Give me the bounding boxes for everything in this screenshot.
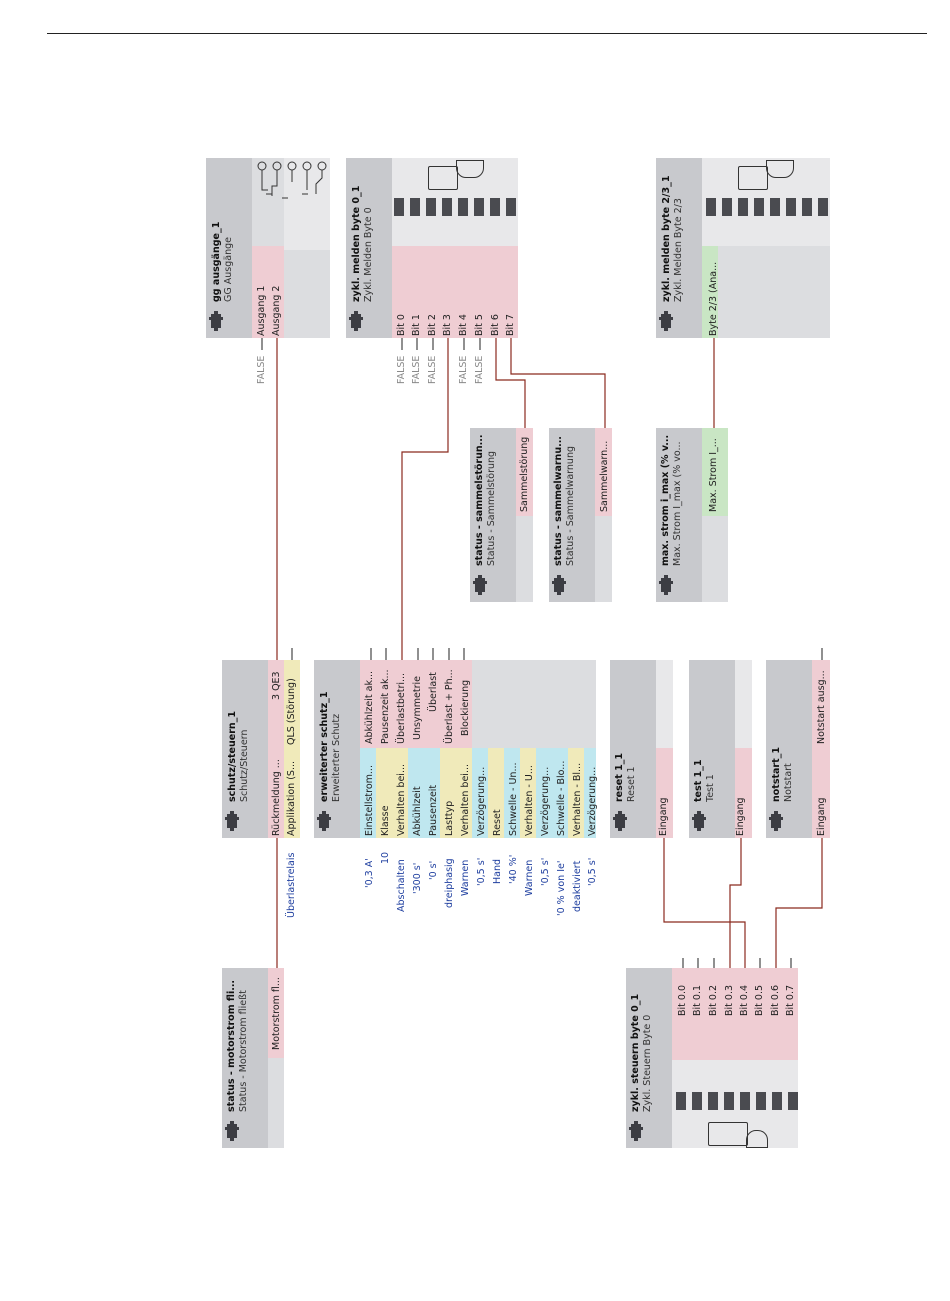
value-verzoegerung-1[interactable]: '0,5 s': [476, 857, 487, 886]
port-notstart-ausgang[interactable]: Notstart ausg...: [816, 670, 827, 744]
port-qls-stoerung[interactable]: QLS (Störung): [286, 678, 297, 745]
module-icon: [613, 810, 627, 832]
param-rueckmeldung[interactable]: Rückmeldung ...: [271, 759, 282, 836]
port-bit-0-0[interactable]: Bit 0.0: [677, 984, 688, 1016]
port-ueberlast-phase[interactable]: Überlast + Ph...: [444, 669, 455, 744]
param-schwelle-blo[interactable]: Schwelle - Blo...: [556, 760, 567, 836]
param-verhalten-bei-1[interactable]: Verhalten bei...: [396, 763, 407, 836]
gg-symbol-icon: [252, 160, 330, 204]
block-subtitle: Status - Sammelwarnung: [565, 445, 576, 566]
value-verzoegerung-2[interactable]: '0,5 s': [540, 857, 551, 886]
block-subtitle: Zykl. Melden Byte 0: [363, 207, 374, 302]
block-title: erweiterter schutz_1: [319, 691, 330, 802]
port-pausenzeit-aktiv[interactable]: Pausenzeit ak...: [380, 669, 391, 744]
wire-notstart-to-bit06[interactable]: [776, 838, 822, 968]
param-abkuehlzeit[interactable]: Abkühlzeit: [412, 786, 423, 836]
value-schwelle-blo[interactable]: '0 % von Ie': [556, 860, 567, 916]
constant-false: FALSE: [256, 355, 267, 384]
block-title: status - sammelwarnu...: [553, 436, 564, 566]
value-verhalten-bl[interactable]: deaktiviert: [572, 860, 583, 912]
value-lasttyp[interactable]: dreiphasig: [444, 858, 455, 908]
module-icon: [349, 310, 363, 332]
module-icon: [659, 574, 673, 596]
block-subtitle: Schutz/Steuern: [239, 729, 250, 802]
constant-false: FALSE: [411, 355, 422, 384]
block-subtitle: GG Ausgänge: [223, 237, 234, 302]
block-subtitle: Status - Motorstrom fließt: [238, 990, 249, 1112]
block-title: zykl. steuern byte 0_1: [630, 993, 641, 1112]
constant-false: FALSE: [474, 355, 485, 384]
block-erweiterter-schutz[interactable]: [314, 660, 596, 838]
block-title: max. strom i_max (% v...: [660, 434, 671, 566]
param-verzoegerung-1[interactable]: Verzögerung...: [476, 766, 487, 836]
param-verhalten-bei-2[interactable]: Verhalten bei...: [460, 763, 471, 836]
port-ueberlast[interactable]: Überlast: [428, 672, 439, 712]
device-symbol-detail: [766, 160, 794, 178]
port-bit-2[interactable]: Bit 2: [427, 314, 438, 336]
port-max-strom[interactable]: Max. Strom I_...: [708, 438, 719, 512]
port-byte-2-3[interactable]: Byte 2/3 (Ana...: [708, 261, 719, 336]
module-icon: [552, 574, 566, 596]
block-subtitle: Status - Sammelstörung: [486, 450, 497, 566]
block-subtitle: Max. Strom I_max (% vo...: [672, 441, 683, 566]
port-bit-0-4[interactable]: Bit 0.4: [739, 984, 750, 1016]
port-ausgang-1[interactable]: Ausgang 1: [256, 285, 267, 336]
param-value-ueberlastrelais[interactable]: Überlastrelais: [286, 852, 297, 918]
value-verhalten-1[interactable]: Abschalten: [396, 859, 407, 912]
port-3-qe3[interactable]: 3 QE3: [271, 671, 282, 700]
param-schwelle-un[interactable]: Schwelle - Un...: [508, 762, 519, 836]
port-bit-5[interactable]: Bit 5: [474, 314, 485, 336]
device-symbol-detail: [746, 1130, 768, 1148]
module-icon: [317, 810, 331, 832]
block-subtitle: Zykl. Melden Byte 2/3: [673, 198, 684, 302]
constant-false: FALSE: [427, 355, 438, 384]
module-icon: [692, 810, 706, 832]
block-title: test 1_1: [693, 759, 704, 802]
port-eingang[interactable]: Eingang: [816, 797, 827, 836]
param-verhalten-u[interactable]: Verhalten - U...: [524, 765, 535, 836]
value-klasse[interactable]: 10: [380, 851, 391, 864]
device-symbol-detail: [456, 160, 484, 178]
param-einstellstrom[interactable]: Einstellstrom...: [364, 765, 375, 836]
block-title: notstart_1: [771, 746, 782, 802]
port-abkuehlzeit-aktiv[interactable]: Abkühlzeit ak...: [364, 670, 375, 744]
block-subtitle: Erweiterter Schutz: [331, 713, 342, 802]
param-verhalten-bl[interactable]: Verhalten - Bl...: [572, 762, 583, 836]
port-bit-0-2[interactable]: Bit 0.2: [708, 984, 719, 1016]
block-subtitle: Notstart: [783, 763, 794, 802]
wire-reset-to-bit04[interactable]: [664, 838, 745, 968]
value-einstellstrom[interactable]: '0,3 A': [364, 858, 375, 888]
port-bit-3[interactable]: Bit 3: [442, 314, 453, 336]
port-eingang[interactable]: Eingang: [735, 797, 746, 836]
value-verhalten-2[interactable]: Warnen: [460, 859, 471, 896]
param-pausenzeit[interactable]: Pausenzeit: [428, 784, 439, 836]
value-schwelle-un[interactable]: '40 %': [508, 854, 519, 884]
constant-false: FALSE: [396, 355, 407, 384]
block-subtitle: Zykl. Steuern Byte 0: [642, 1014, 653, 1112]
module-icon: [225, 1120, 239, 1142]
port-unsymmetrie[interactable]: Unsymmetrie: [412, 675, 423, 740]
port-ueberlastbetrieb[interactable]: Überlastbetri...: [396, 672, 407, 744]
block-title: status - motorstrom fli...: [226, 979, 237, 1112]
block-title: reset 1_1: [614, 752, 625, 802]
module-icon: [225, 810, 239, 832]
block-title: zykl. melden byte 2/3_1: [661, 175, 672, 302]
value-pausenzeit[interactable]: '0 s': [428, 860, 439, 880]
wire-zm0-bit3-to-es-uberlastbetrieb[interactable]: [402, 338, 448, 660]
value-verhalten-u[interactable]: Warnen: [524, 859, 535, 896]
module-icon: [629, 1120, 643, 1142]
block-subtitle: Test 1: [705, 774, 716, 802]
port-bit-4[interactable]: Bit 4: [458, 314, 469, 336]
value-abkuehlzeit[interactable]: '300 s': [412, 862, 423, 894]
block-title: gg ausgänge_1: [211, 221, 222, 302]
port-bit-0-1[interactable]: Bit 0.1: [692, 984, 703, 1016]
value-reset[interactable]: Hand: [492, 858, 503, 884]
block-title: status - sammelstörun...: [474, 434, 485, 566]
param-klasse[interactable]: Klasse: [380, 805, 391, 836]
port-bit-0-3[interactable]: Bit 0.3: [724, 984, 735, 1016]
port-bit-7[interactable]: Bit 7: [505, 314, 516, 336]
port-blockierung[interactable]: Blockierung: [460, 679, 471, 736]
port-bit-0-5[interactable]: Bit 0.5: [754, 984, 765, 1016]
device-symbol-icon: [428, 166, 458, 190]
param-reset[interactable]: Reset: [492, 809, 503, 836]
block-subtitle: Reset 1: [626, 766, 637, 802]
port-ausgang-2[interactable]: Ausgang 2: [271, 285, 282, 336]
port-bit-0[interactable]: Bit 0: [396, 314, 407, 336]
module-icon: [769, 810, 783, 832]
module-icon: [473, 574, 487, 596]
module-icon: [209, 310, 223, 332]
port-eingang[interactable]: Eingang: [658, 797, 669, 836]
port-sammelstoerung[interactable]: Sammelstörung: [519, 436, 530, 512]
module-icon: [659, 310, 673, 332]
device-symbol-icon: [708, 1122, 748, 1146]
block-title: schutz/steuern_1: [227, 710, 238, 802]
value-verzoegerung-3[interactable]: '0,5 s': [587, 857, 598, 886]
port-bit-0-7[interactable]: Bit 0.7: [785, 984, 796, 1016]
wire-test-to-bit03[interactable]: [730, 838, 741, 968]
constant-false: FALSE: [458, 355, 469, 384]
block-title: zykl. melden byte 0_1: [351, 185, 362, 302]
port-bit-6[interactable]: Bit 6: [490, 314, 501, 336]
param-applikation[interactable]: Applikation (S...: [286, 760, 297, 836]
port-bit-1[interactable]: Bit 1: [411, 314, 422, 336]
param-verzoegerung-2[interactable]: Verzögerung...: [540, 766, 551, 836]
port-motorstrom[interactable]: Motorstrom fl...: [271, 977, 282, 1050]
device-symbol-icon: [738, 166, 768, 190]
param-verzoegerung-3[interactable]: Verzögerung...: [587, 766, 598, 836]
port-sammelwarnung[interactable]: Sammelwarn...: [599, 440, 610, 512]
param-lasttyp[interactable]: Lasttyp: [444, 800, 455, 836]
port-bit-0-6[interactable]: Bit 0.6: [770, 984, 781, 1016]
